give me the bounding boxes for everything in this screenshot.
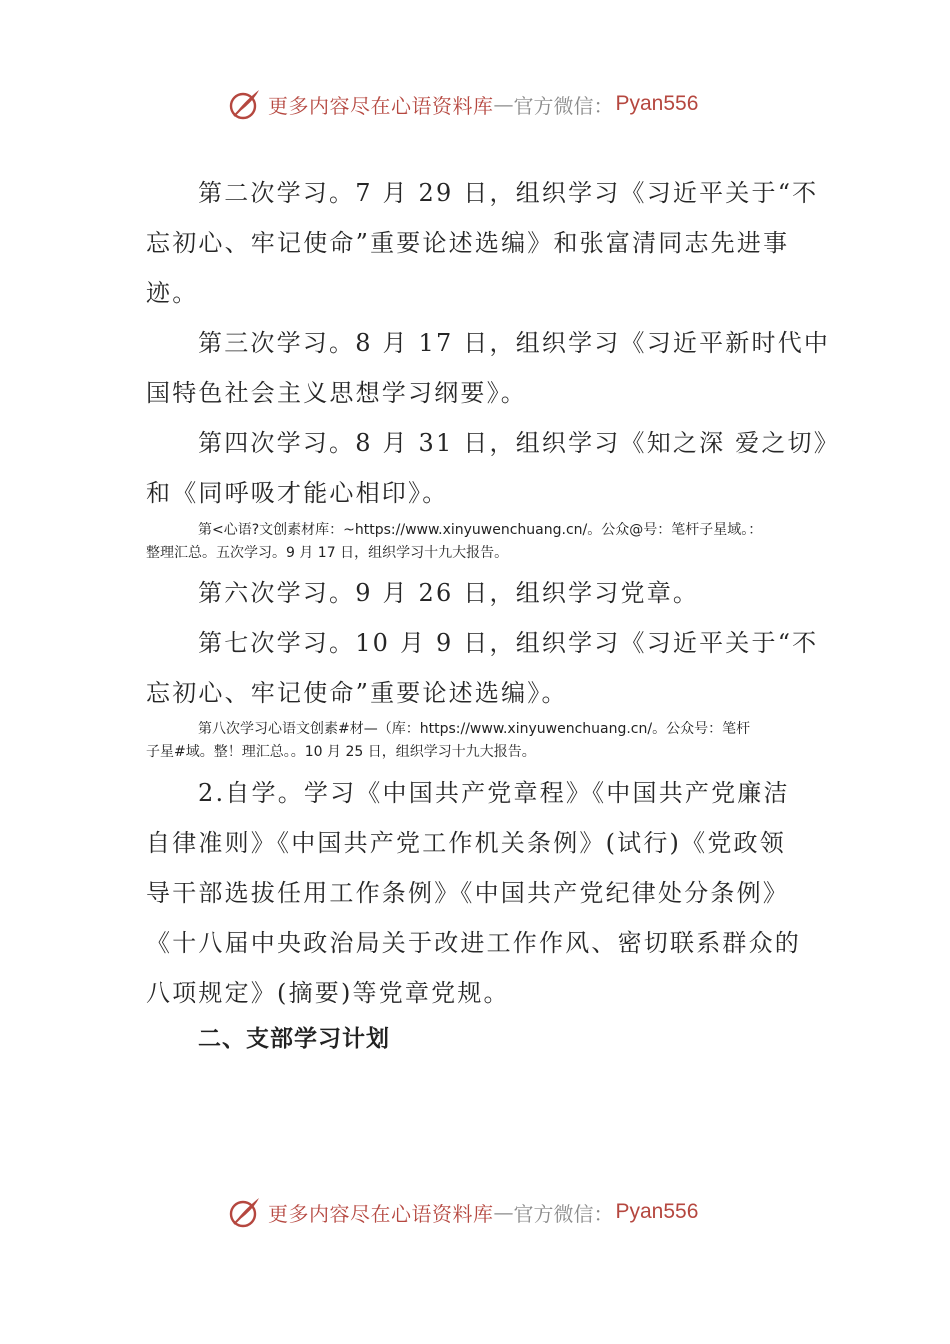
- text-line: 国特色社会主义思想学习纲要》。: [146, 379, 527, 407]
- banner-wechat-id: Pyan556: [615, 92, 699, 115]
- text-line: 2.自学。学习《中国共产党章程》《中国共产党廉洁: [198, 779, 790, 807]
- text-line: 《十八届中央政治局关于改进工作作风、密切联系群众的: [146, 929, 801, 957]
- text-line: 迹。: [146, 279, 199, 307]
- paragraph-study-8-watermarked: [146, 718, 811, 764]
- banner-title: 更多内容尽在心语资料库: [268, 1201, 494, 1226]
- quill-pen-icon: [228, 1195, 262, 1229]
- banner-title: 更多内容尽在心语资料库: [268, 93, 494, 118]
- text-line: 整理汇总。五次学习。9 月 17 日，组织学习十九大报告。: [146, 545, 509, 561]
- text-line: 子星#域。整！理汇总。。10 月 25 日，组织学习十九大报告。: [146, 744, 536, 760]
- paragraph-study-5-watermarked: [146, 519, 811, 565]
- banner-wechat-id: Pyan556: [615, 1200, 699, 1223]
- text-line: 导干部选拔任用工作条例》《中国共产党纪律处分条例》: [146, 879, 789, 907]
- header-banner: [228, 84, 698, 124]
- banner-dash: —: [493, 1200, 514, 1224]
- text-line: 第八次学习心语文创素#材—（库：https://www.xinyuwenchuang.cn/。公众号：笔杆: [198, 721, 751, 737]
- banner-dash: —: [493, 92, 514, 116]
- text-line: 第六次学习。9 月 26 日，组织学习党章。: [198, 579, 700, 607]
- text-line: 和《同呼吸才能心相印》。: [146, 479, 449, 507]
- text-line: 忘初心、牢记使命”重要论述选编》和张富清同志先进事: [146, 229, 790, 257]
- banner-wechat-label: 官方微信：: [513, 1201, 614, 1226]
- text-line: 第三次学习。8 月 17 日，组织学习《习近平新时代中: [198, 329, 831, 357]
- text-line: 八项规定》(摘要)等党章党规。: [146, 979, 510, 1007]
- paragraph-study-4: [146, 418, 840, 518]
- text-line: 第四次学习。8 月 31 日，组织学习《知之深 爱之切》: [198, 429, 840, 457]
- paragraph-study-7: [146, 618, 819, 718]
- footer-banner: [228, 1192, 698, 1232]
- section-heading: 二、支部学习计划: [198, 1026, 390, 1052]
- text-line: 第<心语?文创素材库：~https://www.xinyuwenchuang.cn/。公众@号：笔杆子星域。：: [198, 522, 763, 538]
- paragraph-study-3: [146, 318, 831, 418]
- text-line: 忘初心、牢记使命”重要论述选编》。: [146, 679, 568, 707]
- banner-wechat-label: 官方微信：: [513, 93, 614, 118]
- paragraph-self-study: [146, 768, 801, 1018]
- paragraph-study-6: [146, 568, 786, 618]
- text-line: 第二次学习。7 月 29 日，组织学习《习近平关于“不: [198, 179, 819, 207]
- quill-pen-icon: [228, 87, 262, 121]
- paragraph-study-2: [146, 168, 819, 318]
- text-line: 自律准则》《中国共产党工作机关条例》(试行)《党政领: [146, 829, 786, 857]
- text-line: 第七次学习。10 月 9 日，组织学习《习近平关于“不: [198, 629, 819, 657]
